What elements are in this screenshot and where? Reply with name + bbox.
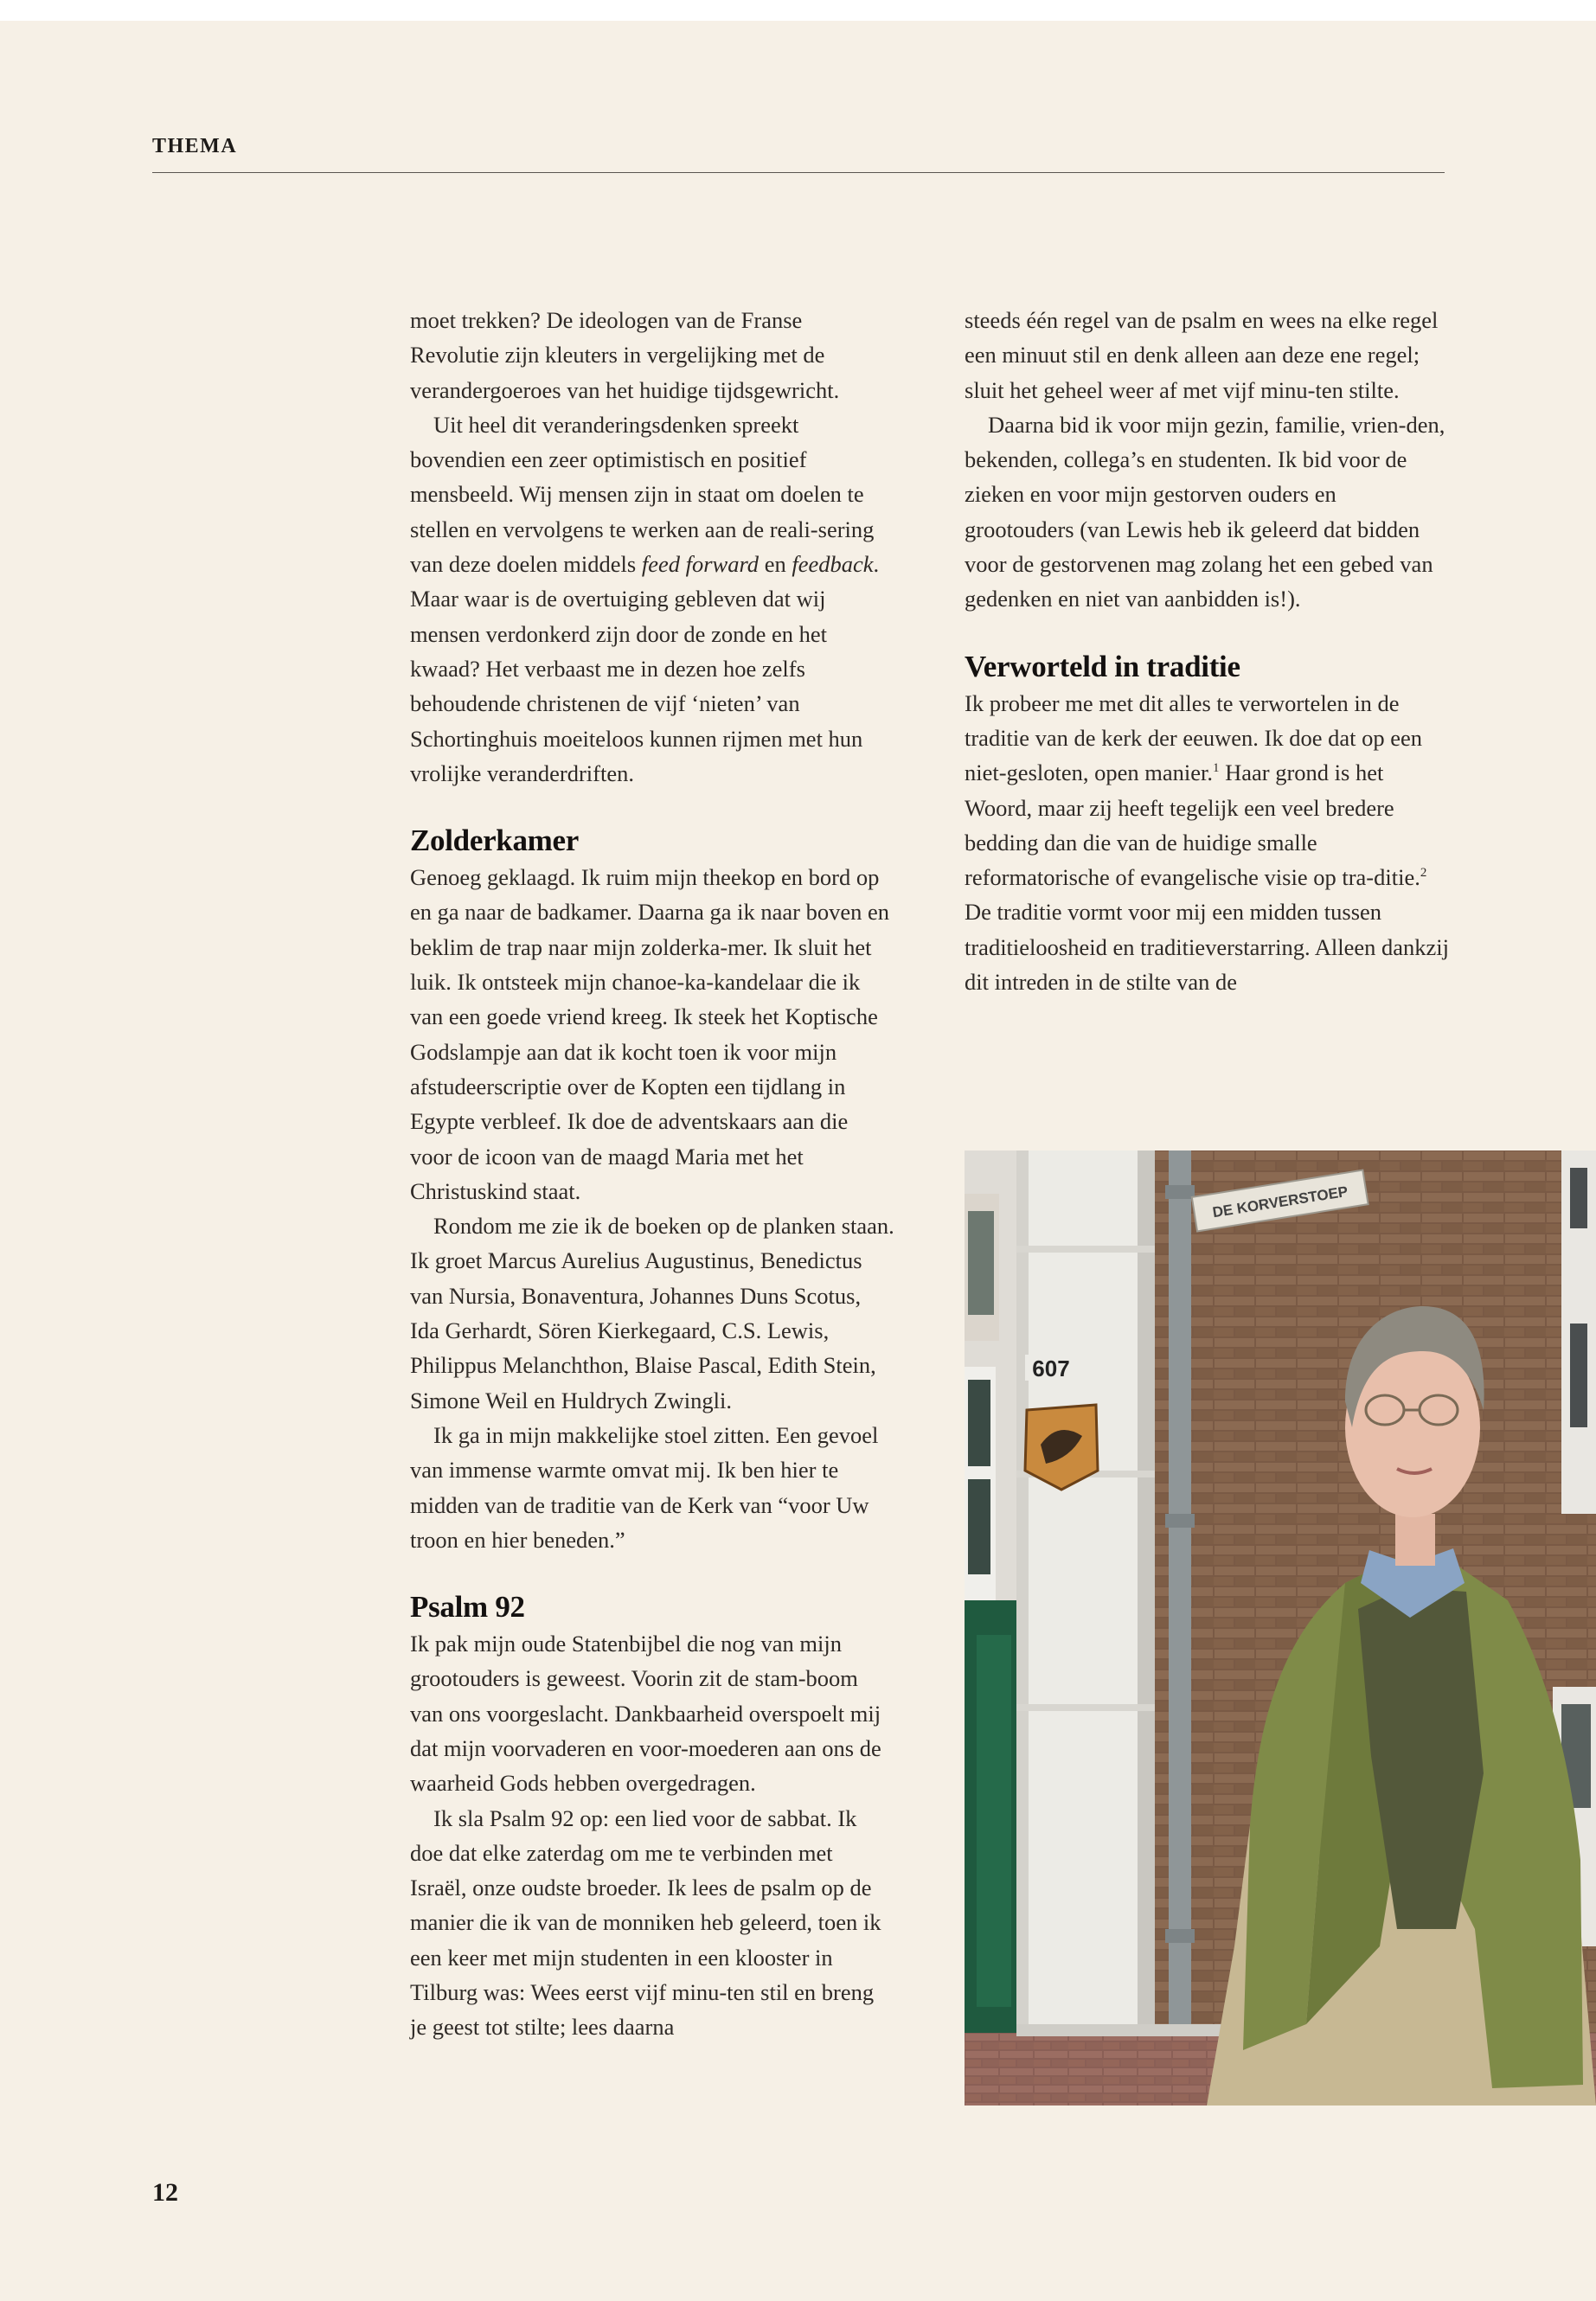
paragraph: Ik ga in mijn makkelijke stoel zitten. Een gevoel van immense warmte omvat mij. Ik ben hier te midden van de traditie van de Kerk van “voor Uw troon en hier beneden.”	[410, 1421, 879, 1553]
left-column	[410, 303, 894, 2045]
house-number: 607	[1032, 1356, 1070, 1381]
footnote-ref: 1	[1213, 761, 1220, 776]
footnote-ref: 2	[1420, 866, 1427, 881]
header-rule	[152, 172, 1445, 173]
subheading-zolderkamer: Zolderkamer	[410, 824, 579, 858]
paragraph: Genoeg geklaagd. Ik ruim mijn theekop en bord op en ga naar de badkamer. Daarna ga ik naar boven en beklim de trap naar mijn zolderka-mer. Ik sluit het luik. Ik ontsteek mijn chanoe-ka-kandelaar die ik van een goede vriend kreeg. Ik steek het Koptische Godslampje aan dat ik kocht toen ik voor mijn afstudeerscriptie over de Kopten een tijdlang in Egypte verbleef. Ik doe de adventskaars aan die voor de icoon van de maagd Maria met het Christuskind staat.	[410, 864, 890, 1204]
paragraph: Ik probeer me met dit alles te verwortelen in de traditie van de kerk der eeuwen. Ik doe dat op een niet-gesloten, open manier.$^1$ Haar grond is het Woord, maar zij heeft tegelijk een veel bredere bedding dan die van de huidige smalle reformatorische of evangelische visie op tra-ditie.$^2$ De traditie vormt voor mij een midden tussen traditieloosheid en traditieverstarring. Alleen dankzij dit intreden in de stilte van de	[965, 689, 1449, 996]
paragraph: Uit heel dit veranderingsdenken spreekt bovendien een zeer optimistisch en positief mensbeeld. Wij mensen zijn in staat om doelen te stellen en vervolgens te werken aan de reali-sering van deze doelen middels feed forward en feedback. Maar waar is de overtuiging gebleven dat wij mensen verdonkerd zijn door de zonde en het kwaad? Het verbaast me in dezen hoe zelfs behoudende christenen de vijf ‘nieten’ van Schortinghuis moeiteloos kunnen rijmen met hun vrolijke veranderdriften.	[410, 411, 880, 786]
paragraph: steeds één regel van de psalm en wees na elke regel een minuut stil en denk alleen aan deze ene regel; sluit het geheel weer af met vijf minu-ten stilte.	[965, 307, 1439, 403]
page-number: 12	[152, 2178, 178, 2207]
subheading-psalm-92: Psalm 92	[410, 1590, 525, 1625]
paragraph: moet trekken? De ideologen van de Franse Revolutie zijn kleuters in vergelijking met de verandergoeroes van het huidige tijdsgewricht.	[410, 307, 840, 403]
top-strip	[0, 0, 1596, 21]
street-sign-text: DE KORVERSTOEP	[1211, 1183, 1349, 1221]
paragraph: Rondom me zie ik de boeken op de planken staan. Ik groet Marcus Aurelius Augustinus, Benedictus van Nursia, Bonaventura, Johannes Duns Scotus, Ida Gerhardt, Sören Kierkegaard, C.S. Lewis, Philippus Melanchthon, Blaise Pascal, Edith Stein, Simone Weil en Huldrych Zwingli.	[410, 1213, 894, 1413]
paragraph: Daarna bid ik voor mijn gezin, familie, vrien-den, bekenden, collega’s en studenten. Ik bid voor de zieken en voor mijn gestorven ouders en grootouders (van Lewis heb ik geleerd dat bidden voor de gestorvenen mag zolang het een gebed van gedenken en niet van aanbidden is!).	[965, 411, 1445, 612]
paragraph: Ik sla Psalm 92 op: een lied voor de sabbat. Ik doe dat elke zaterdag om me te verbinden met Israël, onze oudste broeder. Ik lees de psalm op de manier die ik van de monniken heb geleerd, toen ik een keer met mijn studenten in een klooster in Tilburg was: Wees eerst vijf minu-ten stil en breng je geest tot stilte; lees daarna	[410, 1804, 881, 2041]
section-label: THEMA	[152, 135, 238, 157]
paragraph: Ik pak mijn oude Statenbijbel die nog van mijn grootouders is geweest. Voorin zit de stam-boom van ons voorgeslacht. Dankbaarheid overspoelt mij dat mijn voorvaderen en voor-moederen aan ons de waarheid Gods hebben overgedragen.	[410, 1631, 881, 1797]
right-column	[965, 303, 1449, 999]
subheading-verworteld-in-traditie: Verworteld in traditie	[965, 649, 1240, 683]
portrait-photo	[965, 1150, 1596, 2106]
